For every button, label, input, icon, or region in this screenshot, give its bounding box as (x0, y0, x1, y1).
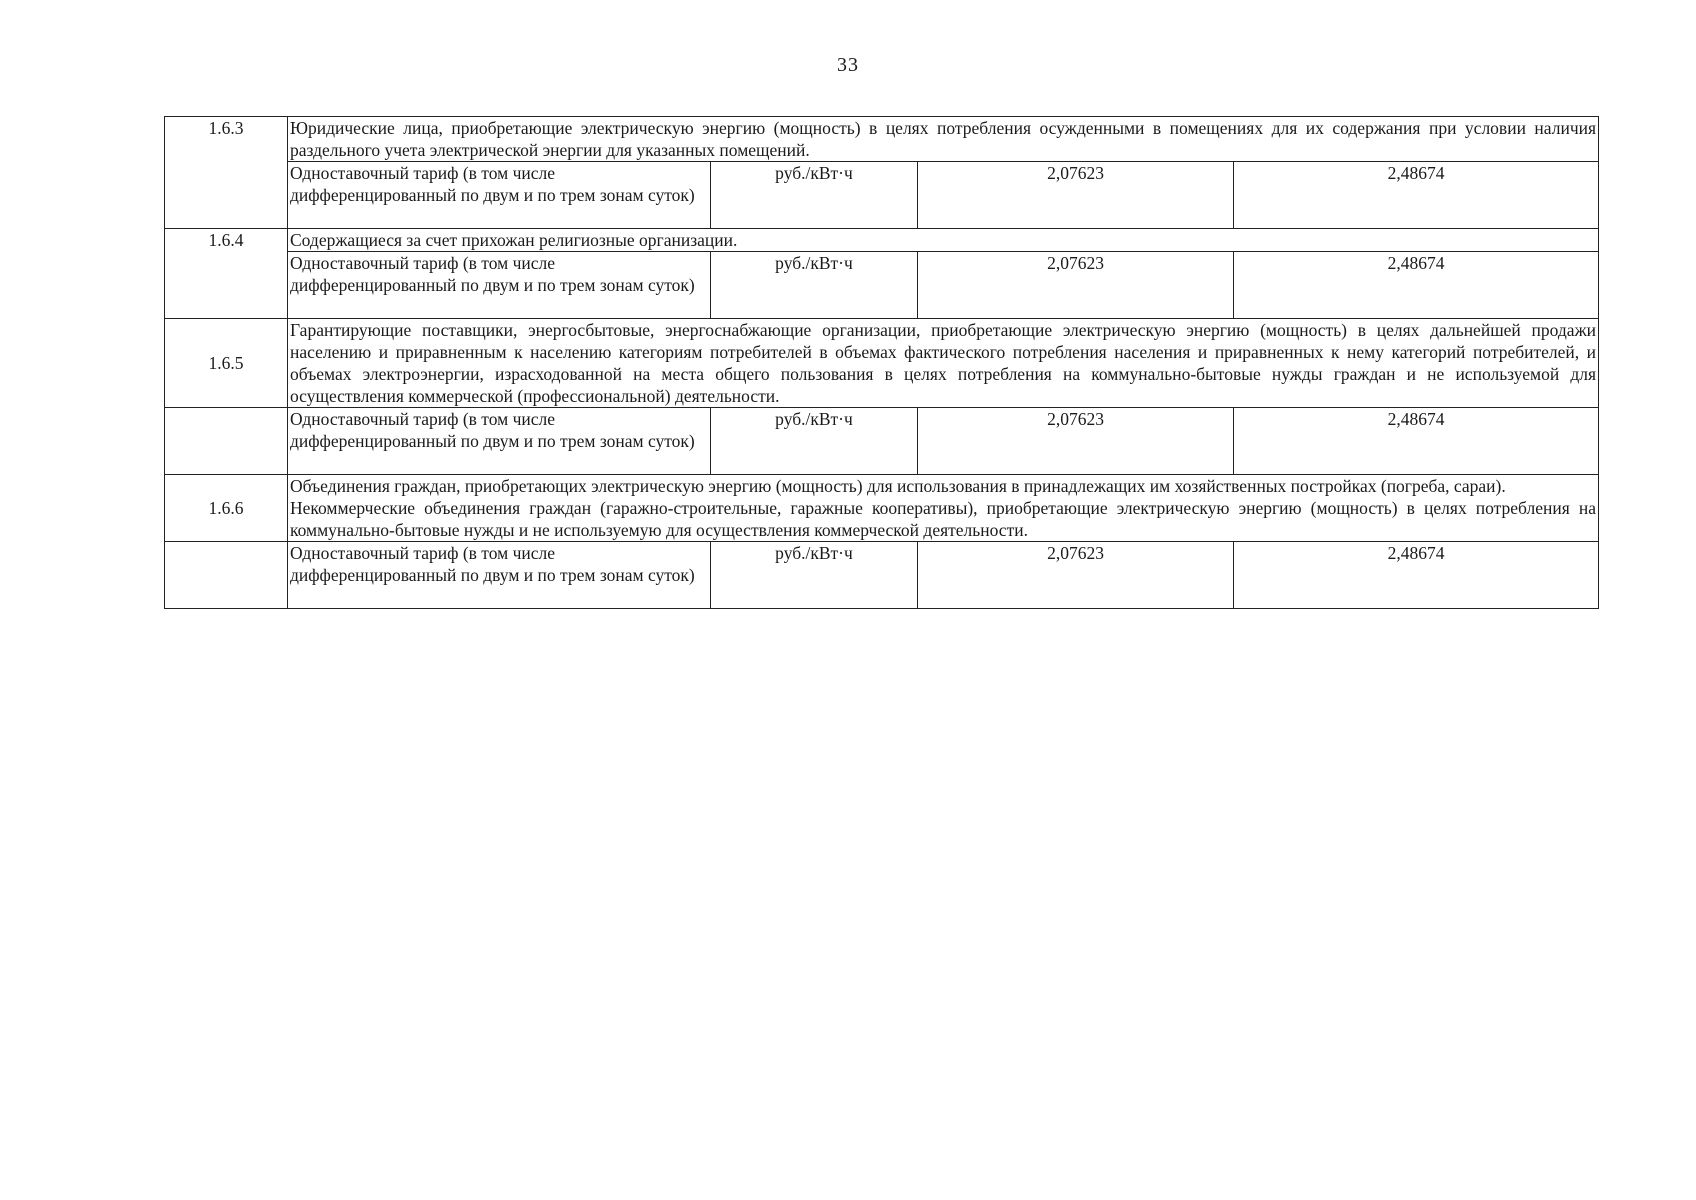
tariff-row (165, 162, 1599, 229)
page-number: 33 (837, 54, 859, 76)
tariff-value-1: 2,07623 (918, 162, 1234, 229)
tariff-value-2: 2,48674 (1234, 542, 1599, 609)
tariff-value-2: 2,48674 (1234, 252, 1599, 319)
section-description: Гарантирующие поставщики, энергосбытовые, энергоснабжающие организации, приобретающие электрическую энергию (мощность) в целях дальнейшей продажи населению и приравненным к населению категориям потребителей в объемах фактического потребления населения и приравненных к нему категорий потребителей, и объемах электроэнергии, израсходованной на места общего пользования в целях потребления на коммунально-бытовые нужды граждан и не используемой для осуществления коммерческой (профессиональной) деятельности. (288, 319, 1599, 408)
tariff-name: Одноставочный тариф (в том числе дифференцированный по двум и по трем зонам суток) (288, 408, 711, 475)
tariff-row (165, 408, 1599, 475)
section-description-part-2: Некоммерческие объединения граждан (гаражно-строительные, гаражные кооперативы), приобретающие электрическую энергию (мощность) в целях потребления на коммунально-бытовые нужды и не используемую для осуществления коммерческой деятельности. (290, 498, 1597, 540)
tariff-unit: руб./кВт·ч (711, 162, 918, 229)
tariff-value-1: 2,07623 (918, 542, 1234, 609)
section-code-spacer (165, 408, 288, 475)
tariff-value-2: 2,48674 (1234, 162, 1599, 229)
tariff-row (165, 252, 1599, 319)
tariff-value-1: 2,07623 (918, 408, 1234, 475)
section-code: 1.6.3 (165, 117, 288, 229)
section-description: Содержащиеся за счет прихожан религиозные организации. (288, 229, 1599, 252)
section-description (288, 475, 1599, 542)
tariff-value-1: 2,07623 (918, 252, 1234, 319)
tariff-unit: руб./кВт·ч (711, 542, 918, 609)
tariff-name: Одноставочный тариф (в том числе дифференцированный по двум и по трем зонам суток) (288, 542, 711, 609)
section-row-1-6-4 (165, 229, 1599, 252)
section-description-part-1: Объединения граждан, приобретающих электрическую энергию (мощность) для использования в принадлежащих им хозяйственных постройках (погреба, сараи). (290, 476, 1506, 496)
section-code: 1.6.5 (165, 319, 288, 408)
tariff-name: Одноставочный тариф (в том числе дифференцированный по двум и по трем зонам суток) (288, 252, 711, 319)
section-code: 1.6.6 (165, 475, 288, 542)
tariff-table (164, 116, 1599, 609)
tariff-value-2: 2,48674 (1234, 408, 1599, 475)
section-code: 1.6.4 (165, 229, 288, 319)
tariff-row (165, 542, 1599, 609)
tariff-unit: руб./кВт·ч (711, 408, 918, 475)
tariff-name: Одноставочный тариф (в том числе дифференцированный по двум и по трем зонам суток) (288, 162, 711, 229)
tariff-unit: руб./кВт·ч (711, 252, 918, 319)
section-row-1-6-5 (165, 319, 1599, 408)
section-row-1-6-6 (165, 475, 1599, 542)
section-code-spacer (165, 542, 288, 609)
section-description: Юридические лица, приобретающие электрическую энергию (мощность) в целях потребления осужденными в помещениях для их содержания при условии наличия раздельного учета электрической энергии для указанных помещений. (288, 117, 1599, 162)
section-row-1-6-3 (165, 117, 1599, 162)
